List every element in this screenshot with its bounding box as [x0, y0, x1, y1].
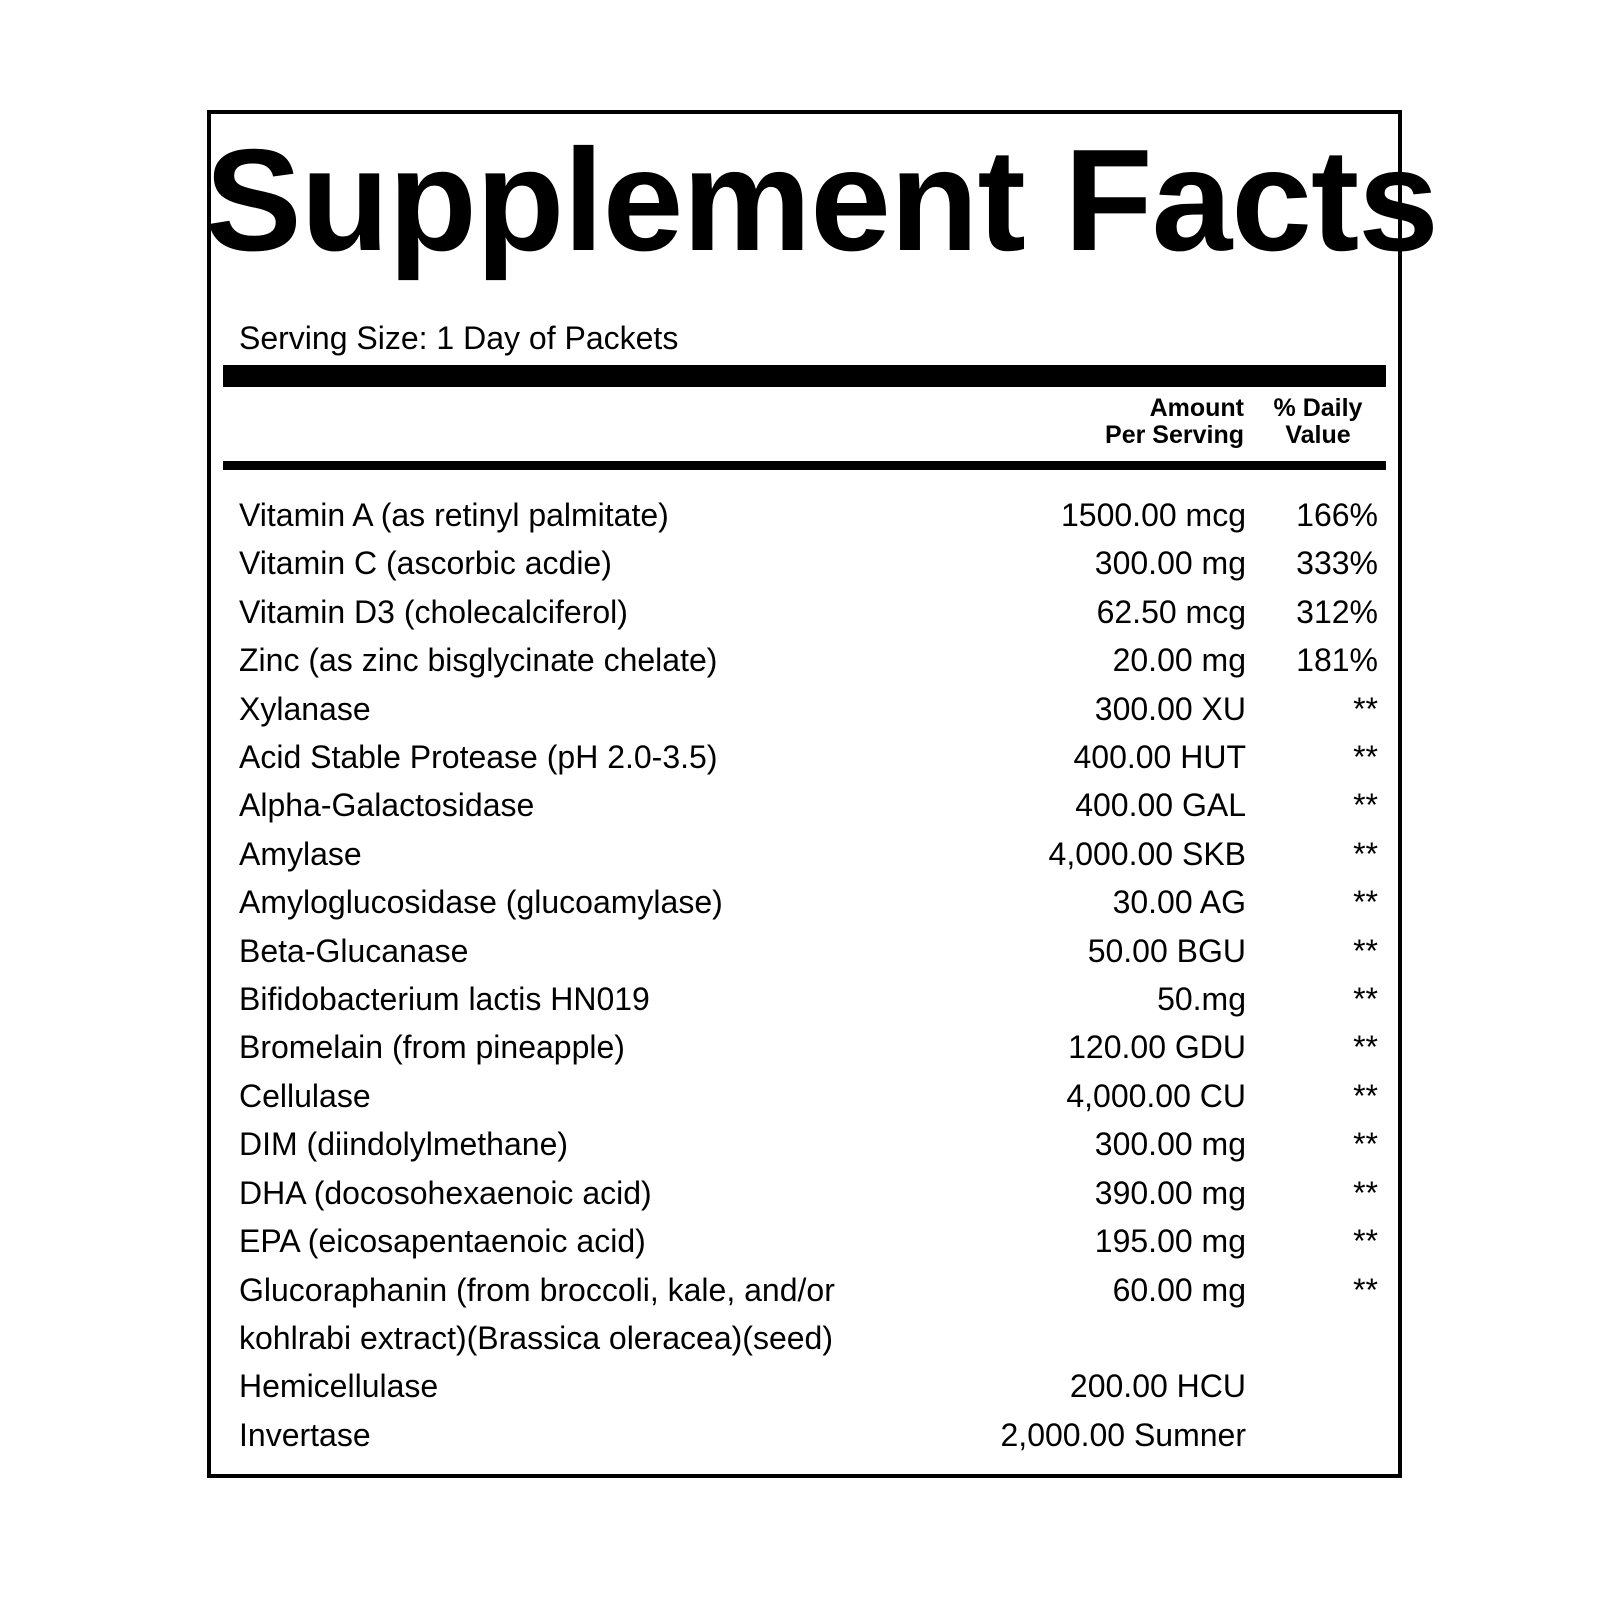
nutrient-name: Invertase [239, 1416, 371, 1453]
nutrient-row [239, 1362, 1378, 1410]
nutrient-row [239, 491, 1378, 539]
nutrient-row [239, 1217, 1378, 1265]
nutrient-daily-value: ** [1353, 1077, 1378, 1114]
nutrient-daily-value: ** [1353, 1174, 1378, 1211]
nutrient-amount: 390.00 mg [1094, 1174, 1246, 1211]
nutrient-amount: 300.00 XU [1094, 690, 1246, 727]
nutrient-daily-value: ** [1353, 1271, 1378, 1308]
nutrient-name: Amylase [239, 835, 362, 872]
nutrient-amount: 400.00 HUT [1073, 739, 1246, 776]
nutrient-row [239, 878, 1378, 926]
nutrient-amount: 62.50 mcg [1096, 593, 1246, 630]
nutrient-name: Alpha-Galactosidase [239, 787, 535, 824]
nutrient-name: Vitamin C (ascorbic acdie) [239, 545, 612, 582]
nutrient-name: Glucoraphanin (from broccoli, kale, and/or kohlrabi extract)(Brassica oleracea)(seed) [239, 1271, 835, 1356]
nutrient-daily-value: ** [1353, 1029, 1378, 1066]
nutrient-name: Vitamin A (as retinyl palmitate) [239, 497, 669, 533]
nutrient-name: DIM (diindolylmethane) [239, 1126, 569, 1163]
nutrient-daily-value: ** [1353, 787, 1378, 824]
nutrient-name: Zinc (as zinc bisglycinate chelate) [239, 642, 718, 679]
label-title: Supplement Facts [205, 119, 1438, 281]
nutrient-row [239, 1169, 1378, 1217]
nutrient-name: Amyloglucosidase (glucoamylase) [239, 884, 723, 921]
nutrient-daily-value: 333% [1296, 545, 1378, 582]
nutrient-name: Vitamin D3 (cholecalciferol) [239, 593, 628, 630]
nutrient-daily-value: ** [1353, 932, 1378, 969]
nutrient-daily-value: ** [1353, 739, 1378, 776]
medium-divider [223, 461, 1386, 470]
nutrient-daily-value: ** [1353, 1223, 1378, 1260]
nutrient-row [239, 1266, 1378, 1363]
nutrient-row [239, 1411, 1378, 1459]
nutrient-name: Bifidobacterium lactis HN019 [239, 981, 650, 1018]
header-daily-value: % Daily Value [1273, 394, 1363, 449]
nutrient-daily-value: ** [1353, 835, 1378, 872]
nutrient-daily-value: ** [1353, 981, 1378, 1018]
nutrient-amount: 1500.00 mcg [1060, 497, 1246, 533]
nutrient-name: EPA (eicosapentaenoic acid) [239, 1223, 646, 1260]
nutrient-row [239, 975, 1378, 1023]
nutrient-amount: 60.00 mg [1112, 1271, 1246, 1308]
nutrient-daily-value: ** [1353, 690, 1378, 727]
nutrient-row [239, 927, 1378, 975]
nutrient-amount: 300.00 mg [1094, 1126, 1246, 1163]
nutrient-table [239, 491, 1378, 1459]
nutrient-daily-value: ** [1353, 884, 1378, 921]
nutrient-row [239, 636, 1378, 684]
serving-size: Serving Size: 1 Day of Packets [239, 320, 679, 356]
header-amount-per-serving: Amount Per Serving [1105, 394, 1244, 449]
nutrient-row [239, 588, 1378, 636]
nutrient-daily-value: ** [1353, 1126, 1378, 1163]
nutrient-name: Xylanase [239, 690, 371, 727]
nutrient-amount: 4,000.00 SKB [1048, 835, 1246, 872]
nutrient-amount: 120.00 GDU [1068, 1029, 1246, 1066]
nutrient-row [239, 685, 1378, 733]
nutrient-row [239, 781, 1378, 829]
thick-divider [223, 365, 1386, 387]
nutrient-row [239, 1072, 1378, 1120]
nutrient-amount: 195.00 mg [1094, 1223, 1246, 1260]
nutrient-amount: 200.00 HCU [1069, 1368, 1246, 1405]
nutrient-name: Cellulase [239, 1077, 371, 1114]
nutrient-name: Bromelain (from pineapple) [239, 1029, 625, 1066]
nutrient-daily-value: 181% [1296, 642, 1378, 679]
nutrient-amount: 50.00 BGU [1087, 932, 1246, 969]
nutrient-amount: 300.00 mg [1094, 545, 1246, 582]
supplement-facts-panel [205, 110, 1438, 1478]
nutrient-daily-value: 312% [1296, 593, 1378, 630]
nutrient-row [239, 830, 1378, 878]
nutrient-name: Hemicellulase [239, 1368, 439, 1405]
nutrient-name: Acid Stable Protease (pH 2.0-3.5) [239, 739, 718, 776]
nutrient-name: Beta-Glucanase [239, 932, 469, 969]
nutrient-row [239, 1023, 1378, 1071]
nutrient-amount: 4,000.00 CU [1066, 1077, 1246, 1114]
nutrient-row [239, 1120, 1378, 1168]
nutrient-row [239, 539, 1378, 587]
nutrient-amount: 2,000.00 Sumner [1000, 1416, 1246, 1453]
nutrient-daily-value: 166% [1296, 497, 1378, 533]
nutrient-amount: 20.00 mg [1112, 642, 1246, 679]
nutrient-amount: 50.mg [1157, 981, 1246, 1018]
nutrient-name: DHA (docosohexaenoic acid) [239, 1174, 652, 1211]
nutrient-amount: 30.00 AG [1112, 884, 1246, 921]
nutrient-amount: 400.00 GAL [1075, 787, 1246, 824]
nutrient-row [239, 733, 1378, 781]
